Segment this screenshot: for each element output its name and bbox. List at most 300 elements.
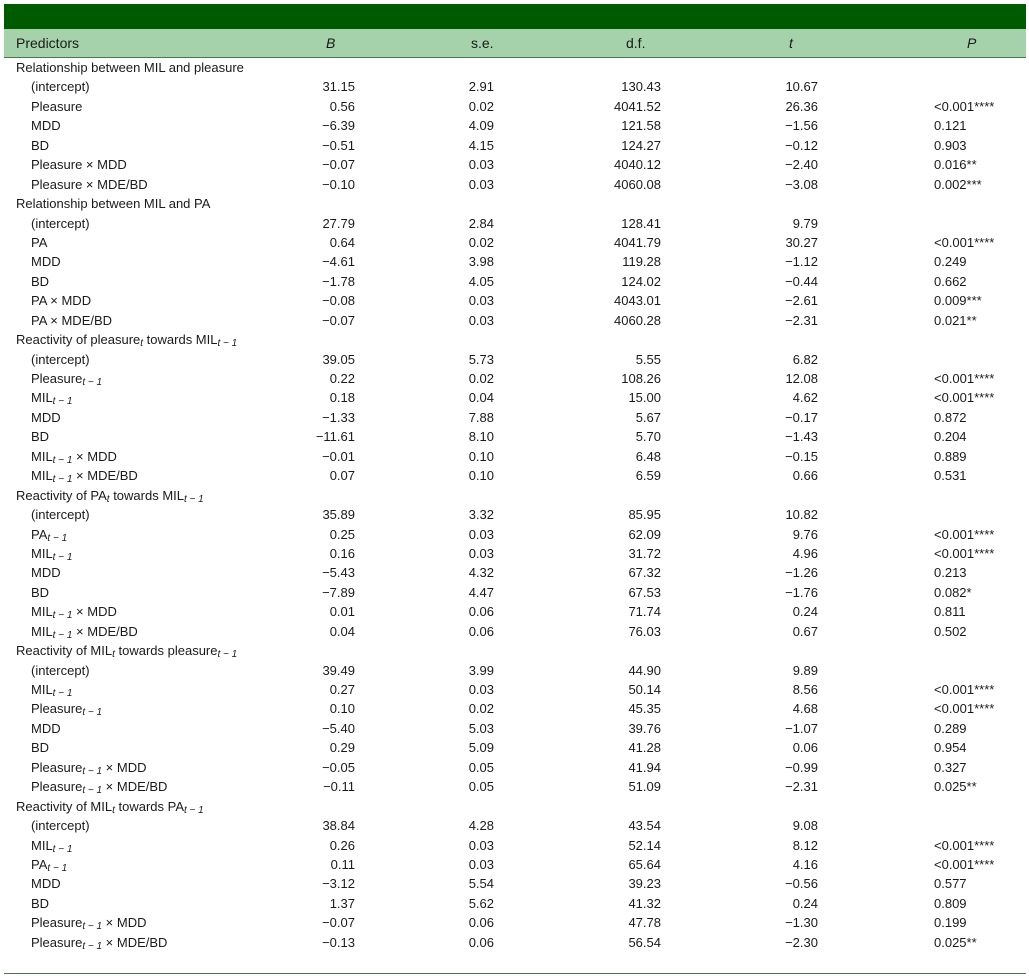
text-fragment: MIL xyxy=(31,682,53,697)
subscript xyxy=(53,396,73,407)
predictor-name xyxy=(31,116,61,135)
cell-se: 5.09 xyxy=(468,740,494,756)
cell-df: 76.03 xyxy=(628,623,661,639)
text-fragment: Pleasure xyxy=(31,98,83,114)
header-df: d.f. xyxy=(626,35,646,51)
predictor-name xyxy=(31,738,49,757)
text-fragment: Pleasure × MDE/BD xyxy=(31,176,148,192)
cell-t: −1.43 xyxy=(785,429,818,445)
cell-df: 41.94 xyxy=(628,759,661,775)
text-fragment: MIL xyxy=(31,837,53,853)
subscript xyxy=(82,941,102,952)
cell-t: −1.07 xyxy=(785,720,818,736)
predictor-name xyxy=(31,447,117,466)
cell-se: 4.32 xyxy=(468,565,494,581)
predictor-name xyxy=(31,719,61,738)
text-fragment: towards pleasure xyxy=(114,643,218,659)
cell-se: 0.03 xyxy=(468,157,494,173)
cell-se: 4.28 xyxy=(468,818,494,834)
cell-se: 2.84 xyxy=(468,215,494,231)
table-row xyxy=(4,291,1026,310)
subscript-text: t xyxy=(112,649,115,661)
text-fragment: BD xyxy=(31,740,50,756)
table-row xyxy=(4,699,1026,718)
cell-se: 4.15 xyxy=(468,137,494,153)
cell-b: −0.07 xyxy=(322,915,355,931)
subscript-text: t − 1 xyxy=(52,843,73,855)
cell-b: −1.78 xyxy=(322,273,355,289)
table-row xyxy=(4,602,1026,621)
cell-b: −7.89 xyxy=(322,584,355,600)
text-fragment: PA xyxy=(31,526,48,542)
subscript xyxy=(53,474,73,485)
cell-t: −1.30 xyxy=(785,915,818,931)
cell-t: 4.62 xyxy=(792,390,818,406)
cell-se: 0.06 xyxy=(468,604,494,620)
table-row xyxy=(4,622,1026,641)
subscript-text: t − 1 xyxy=(82,940,103,952)
section-title xyxy=(16,194,210,213)
cell-t: 0.24 xyxy=(792,604,818,620)
cell-b: −0.07 xyxy=(322,157,355,173)
predictor-name xyxy=(31,311,112,330)
table-row xyxy=(4,116,1026,135)
predictor-name xyxy=(31,855,67,874)
predictor-name xyxy=(31,699,102,718)
text-fragment: BD xyxy=(31,137,50,153)
subscript xyxy=(82,785,102,796)
text-fragment: Pleasure xyxy=(31,701,83,717)
cell-df: 56.54 xyxy=(628,934,661,950)
predictor-name xyxy=(31,758,146,777)
text-fragment: Pleasure xyxy=(31,759,83,775)
table-row xyxy=(4,233,1026,252)
text-fragment: MDD xyxy=(31,118,61,134)
cell-p: <0.001**** xyxy=(934,682,995,697)
text-fragment: MDD xyxy=(31,409,61,425)
text-fragment: (intercept) xyxy=(31,818,90,834)
table-row xyxy=(4,544,1026,563)
cell-df: 4060.28 xyxy=(614,312,661,328)
subscript xyxy=(53,552,73,563)
header-b: B xyxy=(326,35,336,51)
subscript-text: t − 1 xyxy=(217,649,238,661)
table-row xyxy=(4,661,1026,680)
cell-t: 8.56 xyxy=(792,682,818,697)
cell-b: −0.13 xyxy=(322,934,355,950)
subscript-text: t − 1 xyxy=(82,921,103,933)
cell-df: 50.14 xyxy=(628,682,661,697)
text-fragment: MIL xyxy=(31,468,53,484)
cell-se: 0.04 xyxy=(468,390,494,406)
table-body xyxy=(4,58,1026,952)
cell-se: 0.05 xyxy=(468,759,494,775)
cell-df: 45.35 xyxy=(628,701,661,717)
predictor-name xyxy=(31,874,61,893)
cell-p: <0.001**** xyxy=(934,234,995,250)
header-p: P xyxy=(967,35,977,51)
cell-t: −1.56 xyxy=(785,118,818,134)
predictor-name xyxy=(31,661,90,680)
subscript xyxy=(47,533,67,544)
table-row xyxy=(4,427,1026,446)
subscript-text: t − 1 xyxy=(82,377,103,388)
cell-df: 47.78 xyxy=(628,915,661,931)
subscript-text: t − 1 xyxy=(52,629,73,641)
predictor-name xyxy=(31,894,49,913)
cell-b: 39.05 xyxy=(322,351,355,367)
section-title xyxy=(16,486,204,505)
cell-df: 41.32 xyxy=(628,895,661,911)
cell-se: 0.03 xyxy=(468,856,494,872)
cell-se: 8.10 xyxy=(468,429,494,445)
table-row xyxy=(4,738,1026,757)
cell-p: 0.889 xyxy=(934,448,967,464)
cell-t: 4.68 xyxy=(792,701,818,717)
cell-t: −2.30 xyxy=(785,934,818,950)
cell-se: 0.06 xyxy=(468,915,494,931)
subscript xyxy=(218,649,238,660)
cell-p: 0.954 xyxy=(934,740,967,756)
cell-df: 128.41 xyxy=(621,215,661,231)
cell-df: 4060.08 xyxy=(614,176,661,192)
text-fragment: MIL xyxy=(31,390,53,406)
text-fragment: towards PA xyxy=(114,798,184,814)
cell-p: <0.001**** xyxy=(934,98,995,114)
cell-df: 4040.12 xyxy=(614,157,661,173)
table-row xyxy=(4,680,1026,699)
cell-se: 4.47 xyxy=(468,584,494,600)
cell-df: 6.59 xyxy=(635,468,661,484)
cell-p: <0.001**** xyxy=(934,545,995,561)
cell-p: 0.213 xyxy=(934,565,967,581)
cell-se: 3.32 xyxy=(468,507,494,523)
cell-t: −2.40 xyxy=(785,157,818,173)
table-row xyxy=(4,214,1026,233)
subscript xyxy=(82,921,102,932)
predictor-name xyxy=(31,214,90,233)
predictor-name xyxy=(31,97,82,116)
cell-se: 5.03 xyxy=(468,720,494,736)
cell-p: <0.001**** xyxy=(934,526,995,542)
predictor-name xyxy=(31,77,90,96)
predictor-name xyxy=(31,680,72,699)
predictor-name xyxy=(31,544,72,563)
cell-df: 67.32 xyxy=(628,565,661,581)
cell-t: 0.67 xyxy=(792,623,818,639)
table-row xyxy=(4,388,1026,407)
section-title-row xyxy=(4,486,1026,505)
cell-df: 4043.01 xyxy=(614,293,661,309)
section-title xyxy=(16,330,237,349)
cell-t: 12.08 xyxy=(785,371,818,386)
table-row xyxy=(4,777,1026,796)
cell-p: 0.121 xyxy=(934,118,967,134)
cell-p: 0.009*** xyxy=(934,293,982,309)
cell-b: 0.29 xyxy=(329,740,355,756)
cell-p: 0.289 xyxy=(934,720,967,736)
header-t: t xyxy=(789,35,793,51)
cell-se: 5.54 xyxy=(468,876,494,892)
table-row xyxy=(4,836,1026,855)
table-row xyxy=(4,933,1026,952)
cell-p: 0.204 xyxy=(934,429,967,445)
cell-df: 39.23 xyxy=(628,876,661,892)
cell-p: 0.082* xyxy=(934,584,972,600)
cell-se: 0.03 xyxy=(468,312,494,328)
text-fragment: (intercept) xyxy=(31,351,90,367)
predictor-name xyxy=(31,602,117,621)
cell-t: −2.61 xyxy=(785,293,818,309)
text-fragment: Pleasure × MDD xyxy=(31,157,127,173)
text-fragment: MIL xyxy=(31,545,53,561)
cell-t: 9.79 xyxy=(792,215,818,231)
text-fragment: (intercept) xyxy=(31,507,90,523)
table-row xyxy=(4,874,1026,893)
cell-df: 124.27 xyxy=(621,137,661,153)
cell-se: 0.03 xyxy=(468,837,494,853)
table-row xyxy=(4,583,1026,602)
table-row xyxy=(4,719,1026,738)
predictor-name xyxy=(31,233,47,252)
predictor-name xyxy=(31,291,91,310)
cell-t: 30.27 xyxy=(785,234,818,250)
cell-p: <0.001**** xyxy=(934,371,995,386)
text-fragment: PA × MDD xyxy=(31,293,92,309)
predictor-name xyxy=(31,563,61,582)
subscript xyxy=(82,377,102,388)
cell-p: 0.577 xyxy=(934,876,967,892)
table-row xyxy=(4,758,1026,777)
subscript-text: t − 1 xyxy=(52,551,73,563)
text-fragment: BD xyxy=(31,584,50,600)
cell-b: 0.25 xyxy=(329,526,355,542)
cell-se: 0.03 xyxy=(468,526,494,542)
cell-df: 52.14 xyxy=(628,837,661,853)
cell-b: 31.15 xyxy=(322,79,355,95)
text-fragment: Pleasure xyxy=(31,371,83,386)
cell-t: −0.99 xyxy=(785,759,818,775)
cell-b: 0.04 xyxy=(329,623,355,639)
cell-t: −0.44 xyxy=(785,273,818,289)
subscript-text: t − 1 xyxy=(82,765,103,777)
subscript-text: t − 1 xyxy=(184,493,204,505)
cell-b: 0.01 xyxy=(329,604,355,620)
cell-t: 0.24 xyxy=(792,895,818,911)
table-bottom-rule xyxy=(4,973,1026,974)
subscript xyxy=(217,338,237,349)
text-fragment: MIL xyxy=(31,604,53,620)
cell-se: 0.06 xyxy=(468,623,494,639)
cell-se: 0.02 xyxy=(468,371,494,386)
cell-df: 6.48 xyxy=(635,448,661,464)
header-se: s.e. xyxy=(471,35,494,51)
cell-b: −11.61 xyxy=(315,429,355,445)
text-fragment: (intercept) xyxy=(31,662,90,678)
cell-b: 39.49 xyxy=(322,662,355,678)
cell-p: 0.199 xyxy=(934,915,967,931)
cell-t: 9.89 xyxy=(792,662,818,678)
text-fragment: MDD xyxy=(31,720,61,736)
cell-df: 121.58 xyxy=(621,118,661,134)
cell-p: 0.502 xyxy=(934,623,967,639)
cell-df: 4041.79 xyxy=(614,234,661,250)
predictor-name xyxy=(31,155,127,174)
table-row xyxy=(4,816,1026,835)
table-row xyxy=(4,369,1026,388)
table-row xyxy=(4,175,1026,194)
cell-p: 0.327 xyxy=(934,759,967,775)
text-fragment: × MDE/BD xyxy=(102,934,168,950)
table-row xyxy=(4,855,1026,874)
subscript xyxy=(82,766,102,777)
cell-df: 71.74 xyxy=(628,604,661,620)
cell-p: 0.872 xyxy=(934,409,967,425)
section-title-row xyxy=(4,58,1026,77)
cell-t: 9.76 xyxy=(792,526,818,542)
subscript-text: t xyxy=(140,338,144,350)
subscript-text: t − 1 xyxy=(52,396,73,408)
cell-b: −0.11 xyxy=(323,779,355,795)
table-row xyxy=(4,447,1026,466)
text-fragment: (intercept) xyxy=(31,79,90,95)
cell-df: 124.02 xyxy=(621,273,661,289)
cell-df: 43.54 xyxy=(628,818,661,834)
subscript-text: t − 1 xyxy=(217,338,238,350)
subscript-text: t xyxy=(112,804,115,816)
text-fragment: towards MIL xyxy=(109,487,184,503)
text-fragment: Reactivity of pleasure xyxy=(16,332,141,348)
cell-t: −0.12 xyxy=(785,137,818,153)
cell-b: 27.79 xyxy=(322,215,355,231)
subscript xyxy=(82,707,102,718)
predictor-name xyxy=(31,252,61,271)
cell-df: 31.72 xyxy=(628,545,661,561)
text-fragment: Reactivity of PA xyxy=(16,487,107,503)
cell-p: <0.001**** xyxy=(934,837,995,853)
text-fragment: Pleasure xyxy=(31,934,83,950)
cell-p: 0.025** xyxy=(934,779,977,795)
cell-b: 0.26 xyxy=(329,837,355,853)
cell-se: 0.02 xyxy=(468,701,494,717)
cell-df: 108.26 xyxy=(621,371,661,386)
cell-b: 0.22 xyxy=(329,371,355,386)
subscript-text: t − 1 xyxy=(52,474,73,486)
cell-b: 35.89 xyxy=(322,507,355,523)
cell-se: 0.02 xyxy=(468,98,494,114)
text-fragment: × MDD xyxy=(72,448,117,464)
cell-t: 9.08 xyxy=(792,818,818,834)
predictor-name xyxy=(31,777,167,796)
text-fragment: × MDD xyxy=(72,604,117,620)
table-row xyxy=(4,894,1026,913)
predictor-name xyxy=(31,175,148,194)
subscript-text: t − 1 xyxy=(82,707,103,719)
subscript-text: t − 1 xyxy=(184,804,204,816)
cell-p: 0.811 xyxy=(934,604,966,620)
subscript-text: t − 1 xyxy=(47,532,68,544)
cell-b: −0.08 xyxy=(322,293,355,309)
table-row xyxy=(4,350,1026,369)
cell-se: 0.03 xyxy=(468,176,494,192)
subscript xyxy=(53,844,73,855)
predictor-name xyxy=(31,408,61,427)
cell-df: 44.90 xyxy=(628,662,661,678)
text-fragment: Relationship between MIL and pleasure xyxy=(16,60,244,75)
cell-b: 0.56 xyxy=(329,98,355,114)
cell-t: −2.31 xyxy=(785,312,818,328)
cell-se: 0.03 xyxy=(468,682,494,697)
cell-t: 6.82 xyxy=(792,351,818,367)
cell-df: 65.64 xyxy=(628,856,661,872)
text-fragment: Pleasure xyxy=(31,915,83,931)
cell-b: −6.39 xyxy=(322,118,355,134)
text-fragment: PA xyxy=(31,234,48,250)
table-row xyxy=(4,525,1026,544)
cell-b: −5.43 xyxy=(322,565,355,581)
cell-t: 0.06 xyxy=(792,740,818,756)
table-row xyxy=(4,466,1026,485)
cell-df: 5.55 xyxy=(635,351,661,367)
cell-b: 0.10 xyxy=(329,701,355,717)
cell-b: −0.10 xyxy=(322,176,355,192)
subscript xyxy=(47,863,67,874)
cell-b: 0.07 xyxy=(329,468,355,484)
text-fragment: MIL xyxy=(31,623,53,639)
cell-t: 8.12 xyxy=(792,837,818,853)
text-fragment: × MDE/BD xyxy=(102,779,168,795)
cell-df: 15.00 xyxy=(628,390,661,406)
subscript-text: t − 1 xyxy=(52,688,73,699)
cell-se: 0.10 xyxy=(468,468,494,484)
cell-se: 3.99 xyxy=(468,662,494,678)
cell-df: 39.76 xyxy=(628,720,661,736)
table-top-bar xyxy=(4,4,1026,29)
predictor-name xyxy=(31,836,72,855)
cell-p: 0.809 xyxy=(934,895,967,911)
header-predictors: Predictors xyxy=(16,35,80,51)
cell-b: 0.27 xyxy=(329,682,355,697)
subscript xyxy=(184,494,204,505)
section-title xyxy=(16,641,237,660)
cell-p: 0.662 xyxy=(934,273,967,289)
text-fragment: Relationship between MIL and PA xyxy=(16,196,211,212)
table-row xyxy=(4,272,1026,291)
cell-t: 0.66 xyxy=(792,468,818,484)
cell-se: 3.98 xyxy=(468,254,494,270)
cell-df: 41.28 xyxy=(628,740,661,756)
table-row xyxy=(4,563,1026,582)
table-row xyxy=(4,77,1026,96)
table-header-row xyxy=(4,29,1026,58)
section-title xyxy=(16,797,204,816)
predictor-name xyxy=(31,350,90,369)
text-fragment: PA xyxy=(31,856,48,872)
text-fragment: MDD xyxy=(31,565,61,581)
subscript xyxy=(53,610,73,621)
cell-se: 7.88 xyxy=(468,409,494,425)
text-fragment: towards MIL xyxy=(143,332,218,348)
table-row xyxy=(4,136,1026,155)
predictor-name xyxy=(31,525,67,544)
cell-p: 0.016** xyxy=(934,157,977,173)
subscript-text: t − 1 xyxy=(47,862,68,874)
cell-se: 0.05 xyxy=(468,779,494,795)
cell-se: 0.03 xyxy=(468,293,494,309)
cell-p: 0.025** xyxy=(934,934,977,950)
cell-p: 0.249 xyxy=(934,254,967,270)
cell-t: −3.08 xyxy=(785,176,818,192)
